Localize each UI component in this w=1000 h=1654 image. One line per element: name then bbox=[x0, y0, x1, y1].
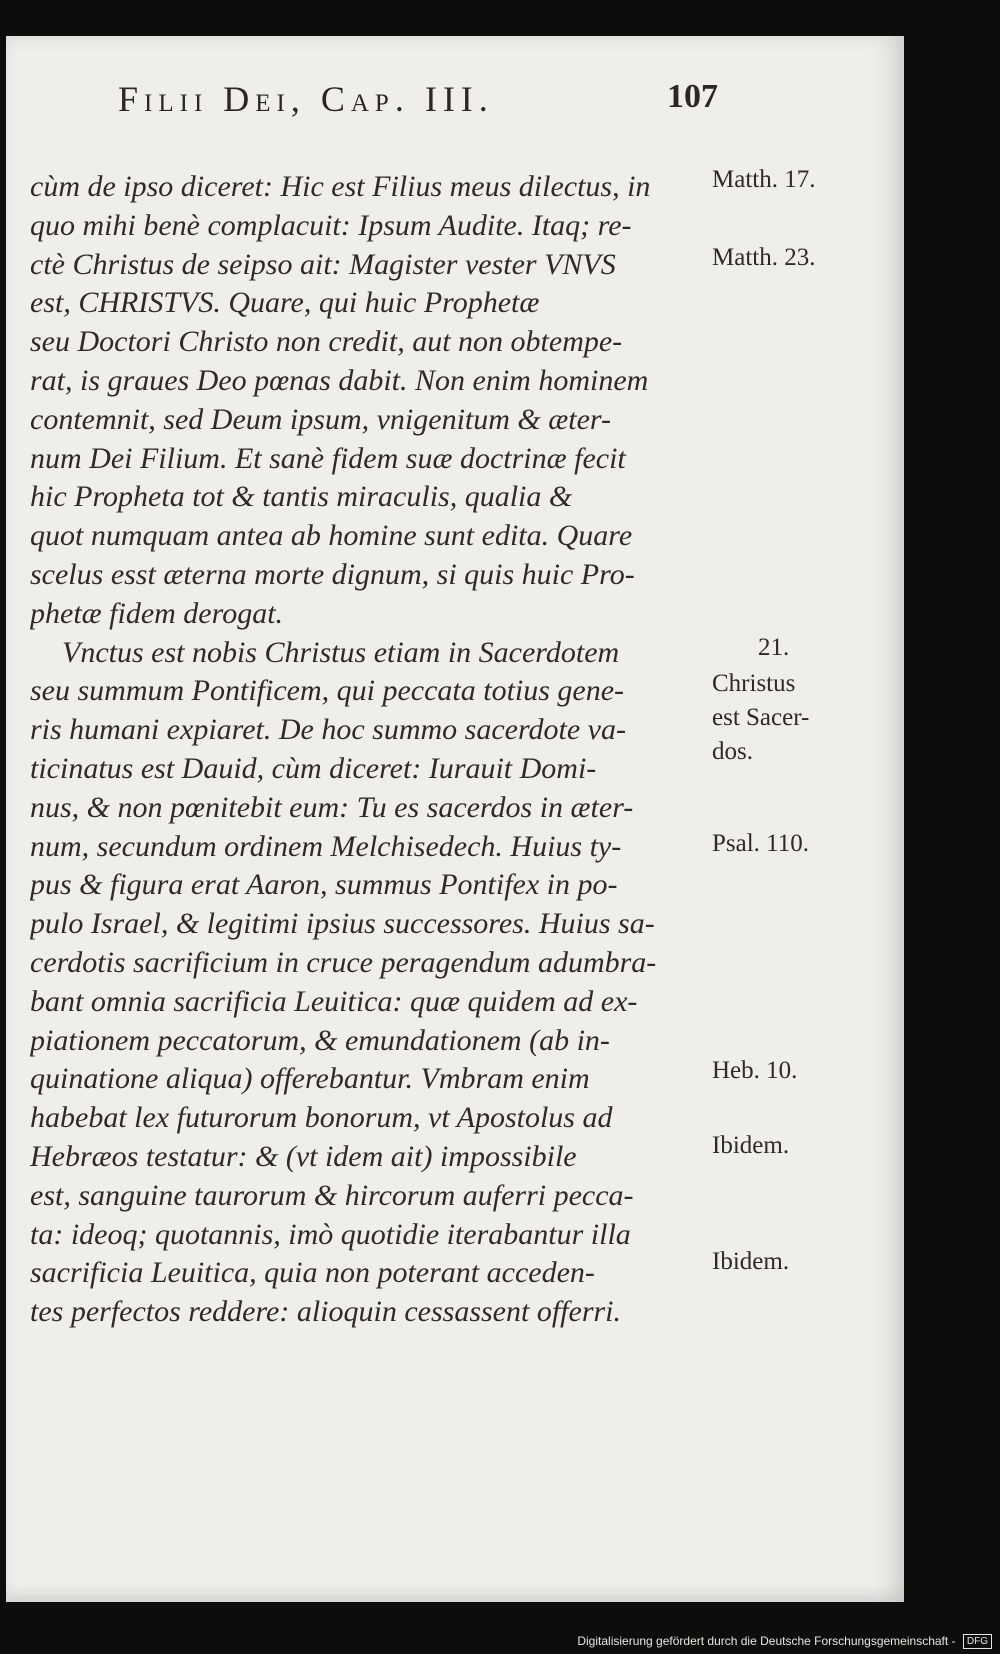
text-line: ctè Christus de seipso ait: Magister vester VNVS bbox=[30, 247, 616, 281]
text-line: Hebræos testatur: & (vt idem ait) impossibile bbox=[30, 1139, 577, 1173]
text-line: phetæ fidem derogat. bbox=[30, 596, 284, 630]
text-line: quinatione aliqua) offerebantur. Vmbram enim bbox=[30, 1062, 590, 1096]
text-line: rat, is graues Deo pœnas dabit. Non enim hominem bbox=[30, 363, 649, 397]
margin-note-dos: dos. bbox=[712, 738, 753, 765]
text-line: seu Doctori Christo non credit, aut non obtempe- bbox=[30, 325, 623, 359]
margin-note-ibidem: Ibidem. bbox=[712, 1248, 790, 1275]
margin-note-psal-110: Psal. 110. bbox=[712, 830, 809, 857]
margin-note-section-number: 21. bbox=[758, 634, 790, 661]
text-line: scelus esst æterna morte dignum, si quis huic Pro- bbox=[30, 557, 635, 591]
margin-note-ibidem: Ibidem. bbox=[712, 1132, 790, 1159]
text-line: est, CHRISTVS. Quare, qui huic Prophetæ bbox=[30, 286, 540, 320]
text-line: ris humani expiaret. De hoc summo sacerdote va- bbox=[30, 713, 626, 747]
running-head bbox=[118, 72, 718, 132]
text-line: quo mihi benè complacuit: Ipsum Audite. Itaq; re- bbox=[30, 208, 632, 242]
text-line: tes perfectos reddere: alioquin cessassent offerri. bbox=[30, 1295, 622, 1329]
text-line: nus, & non pœnitebit eum: Tu es sacerdos in æter- bbox=[30, 790, 634, 824]
text-line: num Dei Filium. Et sanè fidem suæ doctrinæ fecit bbox=[30, 441, 626, 475]
text-line: pulo Israel, & legitimi ipsius successores. Huius sa- bbox=[30, 907, 655, 941]
text-line: ticinatus est Dauid, cùm diceret: Iurauit Domi- bbox=[30, 751, 597, 785]
text-line: cerdotis sacrificium in cruce peragendum adumbra- bbox=[30, 945, 657, 979]
text-line: bant omnia sacrificia Leuitica: quæ quidem ad ex- bbox=[30, 984, 638, 1018]
running-title: Filii Dei, Cap. III. bbox=[118, 79, 494, 119]
footer-credit: Digitalisierung gefördert durch die Deutsche Forschungsgemeinschaft - bbox=[577, 1634, 956, 1648]
text-line: pus & figura erat Aaron, summus Pontifex in po- bbox=[30, 868, 618, 902]
text-line: cùm de ipso diceret: Hic est Filius meus dilectus, in bbox=[30, 170, 651, 203]
margin-note-matth-23: Matth. 23. bbox=[712, 244, 816, 271]
text-line: ta: ideoq; quotannis, imò quotidie iterabantur illa bbox=[30, 1217, 631, 1251]
text-line: num, secundum ordinem Melchisedech. Huius ty- bbox=[30, 829, 622, 863]
text-line: piationem peccatorum, & emundationem (ab in- bbox=[30, 1023, 610, 1057]
text-line: habebat lex futurorum bonorum, vt Apostolus ad bbox=[30, 1101, 613, 1135]
text-line: contemnit, sed Deum ipsum, vnigenitum & æter- bbox=[30, 402, 611, 436]
digitization-footer bbox=[0, 1634, 1000, 1654]
margin-note-christus: Christus bbox=[712, 670, 796, 697]
page-number: 107 bbox=[667, 78, 718, 115]
text-line: quot numquam antea ab homine sunt edita. Quare bbox=[30, 519, 633, 553]
text-line: Vnctus est nobis Christus etiam in Sacerdotem bbox=[62, 635, 620, 669]
body-text bbox=[30, 168, 706, 1332]
margin-note-matth-17: Matth. 17. bbox=[712, 166, 816, 193]
text-line: seu summum Pontificem, qui peccata totius gene- bbox=[30, 674, 625, 708]
text-line: est, sanguine taurorum & hircorum auferri pecca- bbox=[30, 1178, 634, 1212]
text-line: hic Propheta tot & tantis miraculis, qualia & bbox=[30, 480, 573, 514]
margin-note-est-sacer: est Sacer- bbox=[712, 704, 810, 731]
text-line: sacrificia Leuitica, quia non poterant acceden- bbox=[30, 1256, 595, 1290]
dfg-logo: DFG bbox=[963, 1634, 992, 1649]
margin-note-heb-10: Heb. 10. bbox=[712, 1057, 798, 1084]
